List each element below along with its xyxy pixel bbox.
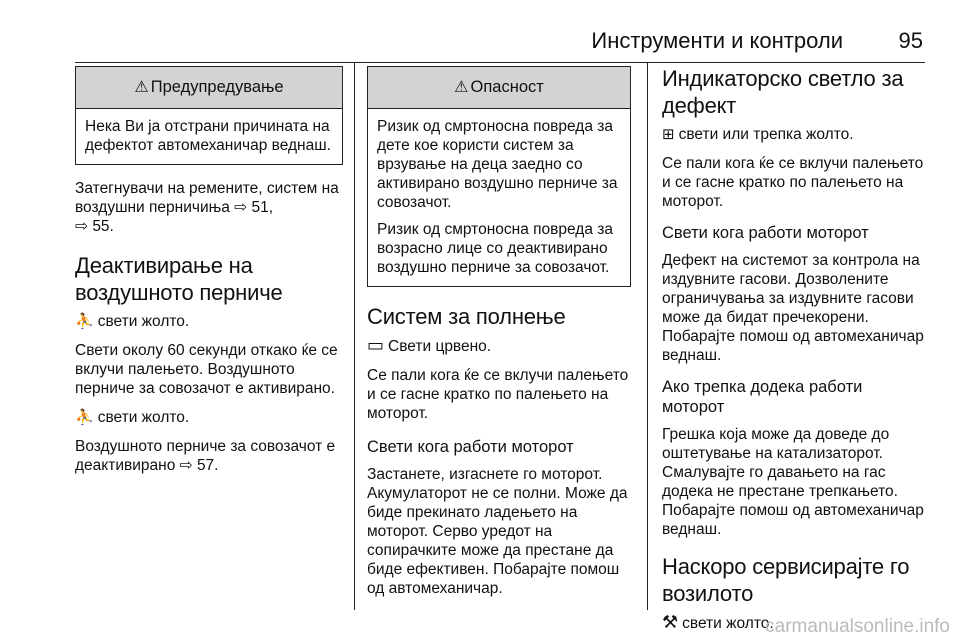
- malfunction-indicator-heading: Индикаторско светло за дефект: [662, 66, 904, 118]
- danger-box-text-2: Ризик од смртоносна повреда за возрасно лице со деактивирано воздушно перниче за совозачот.: [377, 221, 613, 276]
- airbag-on-paragraph: ⛹ свети жолто.: [75, 313, 190, 330]
- warning-box: [75, 66, 343, 165]
- catalyst-fault-description: Грешка која може да доведе до оштетување на катализаторот. Смалувајте го давањето на гас додека не престане трепкањето. Побарајте помош од автомеханичар веднаш.: [662, 426, 924, 538]
- column-3: [662, 66, 926, 643]
- wrench-car-icon: ⚒: [662, 612, 679, 632]
- danger-box: [367, 66, 631, 287]
- engine-running-subheading: Свети кога работи моторот: [367, 438, 574, 456]
- airbag-off-icon: ⛹: [75, 409, 94, 426]
- malfunction-description: Се пали кога ќе се вклучи палењето и се гасне кратко по палењето на моторот.: [662, 155, 924, 210]
- reference-arrow-icon: ⇨: [75, 218, 88, 235]
- warning-box-title: ⚠ Предупредување: [76, 67, 342, 109]
- service-light-paragraph: ⚒ свети жолто.: [662, 612, 774, 632]
- warning-box-body: [76, 109, 342, 164]
- airbag-deactivation-heading: Деактивирање на воздушното перниче: [75, 253, 283, 305]
- warning-triangle-icon: ⚠: [454, 79, 469, 96]
- charging-system-heading: Систем за полнење: [367, 304, 566, 329]
- reference-arrow-icon: ⇨: [234, 199, 248, 216]
- danger-box-body: [368, 109, 630, 286]
- warning-box-text: Нека Ви ја отстрани причината на дефектот автомеханичар веднаш.: [85, 118, 331, 154]
- danger-box-title: ⚠ Опасност: [368, 67, 630, 109]
- column-divider-1: [354, 62, 355, 610]
- malfunction-light-paragraph: ⊞ свети или трепка жолто.: [662, 126, 854, 143]
- airbag-off-description: Воздушното перниче за совозачот е деактивирано ⇨ 57.: [75, 438, 336, 474]
- page-header: [75, 22, 925, 63]
- airbag-on-description: Свети околу 60 секунди откако ќе се вклучи палењето. Воздушното перниче за совозачот е активирано.: [75, 342, 338, 397]
- page-title: Инструменти и контроли: [591, 28, 843, 53]
- airbag-off-paragraph: ⛹ свети жолто.: [75, 409, 190, 426]
- danger-box-text-1: Ризик од смртоносна повреда за дете кое користи систем за врзување на деца заедно со активирано воздушно перниче за совозачот.: [377, 118, 618, 211]
- charging-description: Се пали кога ќе се вклучи палењето и се гасне кратко по палењето на моторот.: [367, 367, 629, 422]
- seatbelt-paragraph: Затегнувачи на ремените, систем на воздушни перничиња ⇨ 51, ⇨ 55.: [75, 180, 339, 235]
- engine-running-subheading: Свети кога работи моторот: [662, 224, 869, 242]
- emission-fault-description: Дефект на системот за контрола на издувните гасови. Дозволените ограничувања за издувните гасови може да бидат пречекорени. Побарајте помош од автомеханичар веднаш.: [662, 252, 924, 364]
- watermark: carmanualsonline.info: [765, 616, 950, 637]
- engine-icon: ⊞: [662, 126, 675, 143]
- warning-triangle-icon: ⚠: [134, 79, 149, 96]
- airbag-on-icon: ⛹: [75, 313, 94, 330]
- page-number: 95: [898, 28, 923, 53]
- column-2: [367, 66, 631, 608]
- battery-icon: ▭: [367, 335, 385, 355]
- reference-arrow-icon: ⇨: [179, 457, 193, 474]
- column-divider-2: [647, 62, 648, 610]
- service-soon-heading: Наскоро сервисирајте го возилото: [662, 554, 910, 606]
- column-1: [75, 66, 343, 485]
- engine-running-description: Застанете, изгаснете го моторот. Акумулаторот не се полни. Може да биде прекинато ладењето на моторот. Серво уредот на сопирачките може да престане да биде ефективен. Побарајте помош од автомеханичар.: [367, 466, 628, 597]
- charging-light-paragraph: ▭ Свети црвено.: [367, 335, 492, 355]
- flashing-subheading: Ако трепка додека работи моторот: [662, 378, 863, 416]
